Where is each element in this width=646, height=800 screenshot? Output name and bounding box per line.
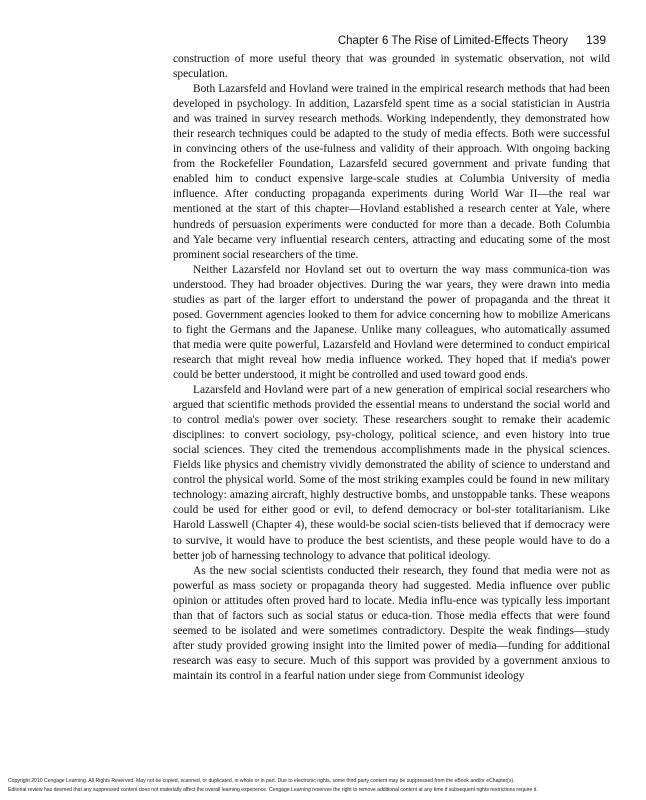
chapter-title: Chapter 6 The Rise of Limited-Effects Theory: [337, 35, 568, 47]
page-number: 139: [585, 33, 606, 47]
paragraph: Lazarsfeld and Hovland were part of a new generation of empirical social researchers who argued that scientific methods provided the essential means to understand the social world and to control media's power over society. These researchers sought to remake their academic disciplines: to convert sociology, psy-chology, political science, and even history into true social sciences. They cited the tremendous accomplishments made in the physical sciences. Fields like physics and chemistry vividly demonstrated the ability of science to understand and control the physical world. Some of the most striking examples could be found in new military technology: amazing aircraft, highly destructive bombs, and unstoppable tanks. These weapons could be used for either good or evil, to defend democracy or bol-ster totalitarianism. Like Harold Lasswell (Chapter 4), these would-be social scien-tists believed that if democracy were to survive, it would have to produce the best scientists, and these people would have to do a better job of harnessing technology to advance that political ideology.: [173, 384, 610, 562]
paragraph: Both Lazarsfeld and Hovland were trained in the empirical research methods that had been developed in psychology. In addition, Lazarsfeld spent time as a social statistician in Austria and was trained in survey research methods. Working independently, they demonstrated how their research techniques could be adapted to the study of media effects. Both were successful in convincing others of the use-fulness and validity of their approach. With ongoing backing from the Rockefeller Foundation, Lazarsfeld secured government and private funding that enabled him to conduct expensive large-scale studies at Columbia University of media influence. After conducting propaganda experiments during World War II—the real war mentioned at the start of this chapter—Hovland established a research center at Yale, where hundreds of persuasion experiments were conducted for more than a decade. Both Columbia and Yale became very influential research centers, attracting and educating some of the most prominent social researchers of the time.: [173, 83, 610, 261]
paragraph-continuation: construction of more useful theory that was grounded in systematic observation, not wild speculation.: [173, 53, 610, 81]
body-text: [173, 52, 610, 684]
copyright-line-2: Editorial review has deemed that any suppressed content does not materially affect the overall learning experience. Cengage Learning reserves the right to remove additional content at any time if subsequent rights restrictions require it.: [8, 787, 538, 793]
copyright-footer: [8, 777, 638, 795]
running-header: [338, 33, 606, 47]
paragraph: Neither Lazarsfeld nor Hovland set out to overturn the way mass communica-tion was understood. They had broader objectives. During the war years, they were drawn into media studies as part of the larger effort to understand the power of propaganda and the threat it posed. Government agencies looked to them for advice concerning how to mobilize Americans to fight the Germans and the Japanese. Unlike many colleagues, who automatically assumed that media were quite powerful, Lazarsfeld and Hovland were determined to conduct empirical research that might reveal how media influence worked. They hoped that if media's power could be better understood, it might be controlled and used toward good ends.: [173, 263, 610, 381]
paragraph: As the new social scientists conducted their research, they found that media were not as powerful as mass society or propaganda theory had suggested. Media influence over public opinion or attitudes often proved hard to locate. Media influ-ence was typically less important than that of factors such as social status or educa-tion. Those media effects that were found seemed to be isolated and were sometimes contradictory. Despite the weak findings—study after study provided growing insight into the limited power of media—funding for additional research was easy to secure. Much of this support was provided by a government anxious to maintain its control in a fearful nation under siege from Communist ideology: [173, 564, 610, 682]
copyright-line-1: Copyright 2010 Cengage Learning. All Rights Reserved. May not be copied, scanned, or duplicated, in whole or in part. Due to electronic rights, some third party content may be suppressed from the eBook and/or eChapter(s).: [8, 778, 515, 784]
